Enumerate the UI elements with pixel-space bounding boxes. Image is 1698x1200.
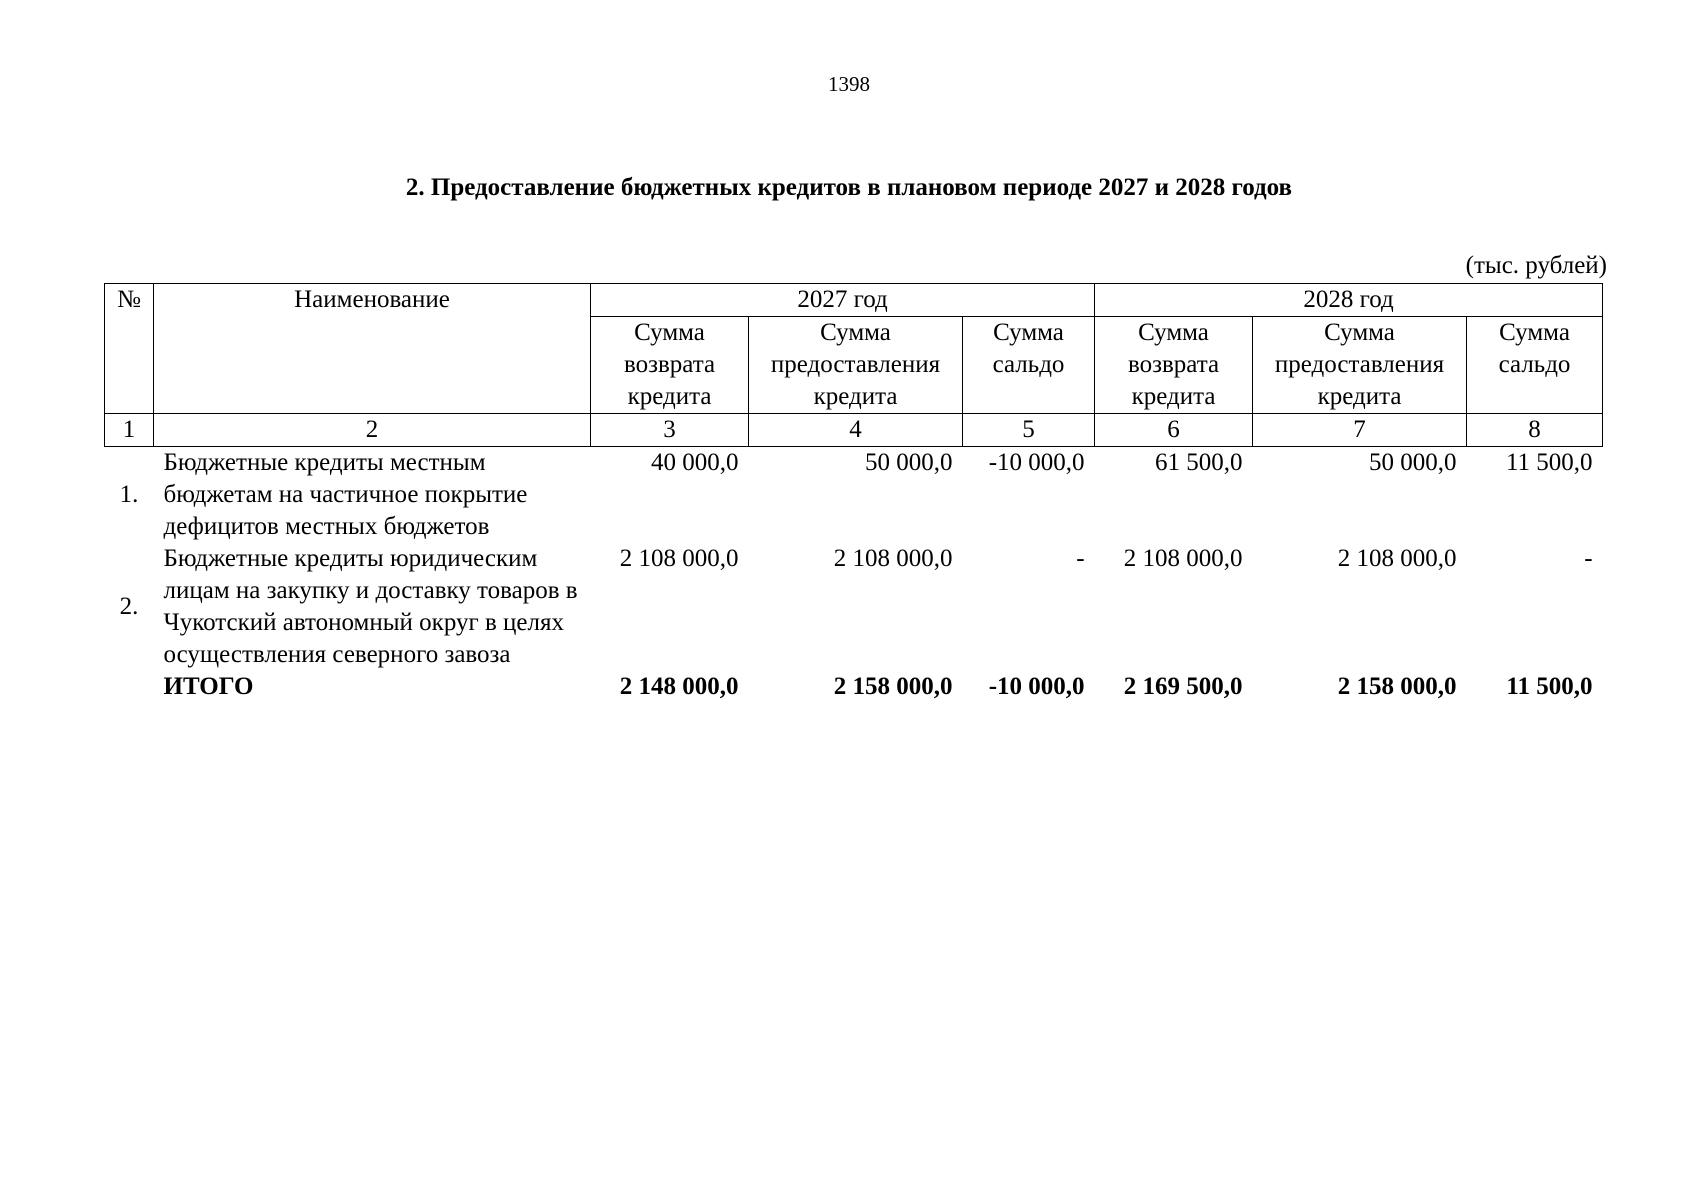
units-label: (тыс. рублей) xyxy=(1465,252,1607,279)
row-name: Бюджетные кредиты местным бюджетам на частичное покрытие дефицитов местных бюджетов xyxy=(163,449,528,540)
header-2027-return: Сумма возврата кредита xyxy=(591,317,749,414)
row-name: Бюджетные кредиты юридическим лицам на закупку и доставку товаров в Чукотский автономный округ в целях осуществления северного завоза xyxy=(163,545,578,668)
total-2028-balance: 11 500,0 xyxy=(1506,673,1593,700)
cell-2027-return: 2 108 000,0 xyxy=(619,545,739,572)
column-number: 2 xyxy=(154,414,591,447)
cell-2027-provision: 2 108 000,0 xyxy=(833,545,953,572)
total-2027-provision: 2 158 000,0 xyxy=(833,673,953,700)
header-num: № xyxy=(105,284,154,414)
column-number: 4 xyxy=(749,414,963,447)
header-year-2027: 2027 год xyxy=(591,284,1095,317)
header-name: Наименование xyxy=(154,284,591,414)
column-number: 1 xyxy=(105,414,154,447)
total-row-number xyxy=(105,671,154,703)
cell-2028-provision: 50 000,0 xyxy=(1369,449,1457,476)
total-label: ИТОГО xyxy=(163,673,254,700)
total-2028-provision: 2 158 000,0 xyxy=(1337,673,1457,700)
cell-2028-provision: 2 108 000,0 xyxy=(1337,545,1457,572)
header-2027-balance: Сумма сальдо xyxy=(963,317,1095,414)
table-row xyxy=(105,543,1603,671)
cell-2027-balance: - xyxy=(1076,545,1085,572)
cell-2027-provision: 50 000,0 xyxy=(865,449,953,476)
table-row xyxy=(105,447,1603,544)
header-year-2028: 2028 год xyxy=(1095,284,1603,317)
column-number: 3 xyxy=(591,414,749,447)
cell-2027-balance: -10 000,0 xyxy=(988,449,1085,476)
column-number: 5 xyxy=(963,414,1095,447)
row-number: 2. xyxy=(119,593,139,620)
header-row-years xyxy=(105,284,1603,317)
page-number: 1398 xyxy=(828,72,870,96)
header-2027-provision: Сумма предоставления кредита xyxy=(749,317,963,414)
total-2027-balance: -10 000,0 xyxy=(988,673,1085,700)
cell-2028-return: 61 500,0 xyxy=(1155,449,1243,476)
cell-2028-balance: 11 500,0 xyxy=(1505,449,1593,476)
total-2028-return: 2 169 500,0 xyxy=(1123,673,1243,700)
cell-2028-return: 2 108 000,0 xyxy=(1123,545,1243,572)
header-2028-return: Сумма возврата кредита xyxy=(1095,317,1253,414)
table-header xyxy=(105,284,1603,447)
cell-2028-balance: - xyxy=(1584,545,1593,572)
column-number: 6 xyxy=(1095,414,1253,447)
budget-credits-table xyxy=(104,283,1603,703)
total-row xyxy=(105,671,1603,703)
header-2028-provision: Сумма предоставления кредита xyxy=(1253,317,1467,414)
column-number: 7 xyxy=(1253,414,1467,447)
header-2028-balance: Сумма сальдо xyxy=(1467,317,1603,414)
section-title: 2. Предоставление бюджетных кредитов в плановом периоде 2027 и 2028 годов xyxy=(405,174,1293,201)
cell-2027-return: 40 000,0 xyxy=(651,449,739,476)
total-2027-return: 2 148 000,0 xyxy=(619,673,739,700)
column-number: 8 xyxy=(1467,414,1603,447)
row-number: 1. xyxy=(119,481,139,508)
header-row-column-numbers xyxy=(105,414,1603,447)
